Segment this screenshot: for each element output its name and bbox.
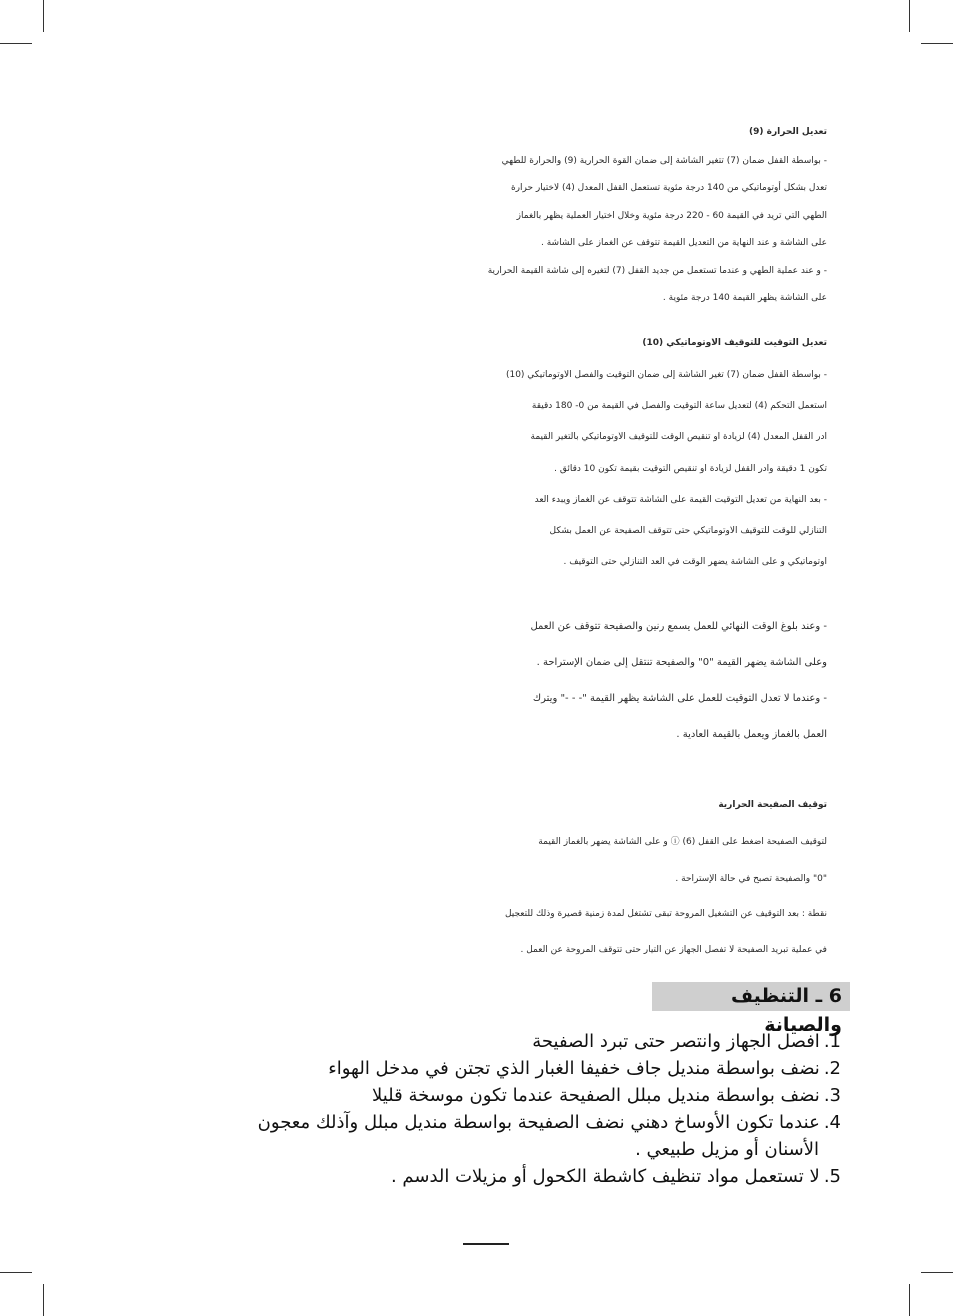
section10-line: - بعد النهاية من تعديل التوقيت القيمة على الشاشة تتوقف عن الغماز ويبدء العد	[534, 495, 827, 505]
section9-heading: تعديل الحرارة (9)	[749, 127, 827, 137]
section10-line: ادر القفل المعدل (4) لزيادة او تنقيص الوقت للتوقيف الاوتوماتيكي بالتغير القيمة	[530, 432, 827, 442]
section9-line: تعدل بشكل أوتوماتيكي من 140 درجة مئوية تستعمل القفل المعدل (4) لاختيار حرارة	[510, 183, 827, 193]
stop-line: نقطة : بعد التوقيف عن التشغيل المروحة تبقى تشتغل لمدة زمنية قصيرة وذلك للتعجيل	[504, 909, 827, 919]
end-line: العمل بالغماز ويعمل بالقيمة العادية .	[676, 729, 827, 740]
end-line: وعلى الشاشة يضهر القيمة "0" والصفيحة تنتقل إلى ضمان الإستراحة .	[536, 657, 827, 668]
section9-line: على الشاشة و عند النهاية من التعديل القيمة تتوقف عن الغماز على الشاشة .	[541, 238, 827, 248]
section10-heading: تعديل التوقيت للتوقيف الاوتوماتيكي (10)	[642, 338, 827, 348]
stop-line: في عملية تبريد الصفيحة لا تفصل الجهاز عن التيار حتى تتوقف المروحة عن العمل .	[520, 945, 827, 955]
section10-line: استعمل التحكم (4) لتعديل ساعة التوقيت والفصل في القيمة من 0- 180 دقيقة	[531, 401, 827, 411]
section10-line: اوتوماتيكي و على الشاشة يضهر الوقت في العد التنازلي حتى التوقيف .	[563, 557, 827, 567]
end-line: - وعند بلوغ الوقت النهائي للعمل يسمع رنين والصفيحة تتوقف عن العمل	[530, 621, 827, 632]
section9-line: الطهي التي تريد في القيمة 60 - 220 درجة مئوية وخلال اختيار العملية يظهر بالغماز	[516, 211, 827, 221]
end-line: - وعندما لا تعدل التوقيت للعمل على الشاشة يظهر القيمة "- - -" ويترك	[532, 693, 827, 704]
list-item-continuation: الأسنان أو مزيل طبيعي .	[635, 1139, 819, 1160]
section9-line: على الشاشة يظهر القيمة 140 درجة مئوية .	[662, 293, 827, 303]
stop-heading: توقيف الصفيحة الحرارية	[718, 800, 827, 810]
stop-line: لتوقيف الصفيحة اضغط على القفل ⓘ (6) و على الشاشة يضهر بالغماز القيمة	[538, 837, 827, 847]
cleaning-list	[141, 1028, 841, 1190]
stop-line: "0" والصفيحة تصبح في حالة الإستراحة .	[675, 874, 827, 884]
section6-title: 6 ـ التنظيف والصيانة	[652, 982, 850, 1011]
section10-line: - بواسطة القفل ضمان (7) تغير الشاشة إلى ضمان التوقيت والفصل الاوتوماتيكي (10)	[505, 370, 827, 380]
list-item: 3.نضف بواسطة منديل مبلل الصفيحة عندما تكون موسخة قليلا	[372, 1085, 841, 1106]
list-item: 1.افصل الجهاز وانتصر حتى تبرد الصفيحة	[532, 1031, 841, 1052]
section10-line: تكون 1 دقيقة وادر القفل لزيادة او تنقيص التوقيت بقيمة تكون 10 دقائق .	[554, 464, 827, 474]
section9-line: - بواسطة القفل ضمان (7) تتغير الشاشة إلى ضمان القوة الحرارية (9) والحرارة للطهي	[501, 156, 827, 166]
footer-rule	[463, 1243, 509, 1245]
list-item: 2.نضف بواسطة منديل جاف خفيفا الغبار الذي تجتن في مدخل الهواء	[328, 1058, 841, 1079]
section10-line: التنازلي للوقت للتوقيف الاوتوماتيكي حتى تتوقف الصفيحة عن العمل بشكل	[549, 526, 827, 536]
section9-line: - و عند عملية الطهي و عندما تستعمل من جديد القفل (7) لتغيره إلى شاشة القيمة الحرارية	[487, 266, 827, 276]
list-item: 5.لا تستعمل مواد تنظيف كاشطة الكحول أو مزيلات الدسم .	[390, 1166, 841, 1187]
list-item: 4.عندما تكون الأوساخ دهني نضف الصفيحة بواسطة منديل مبلل وآذلك معجون	[257, 1112, 841, 1133]
